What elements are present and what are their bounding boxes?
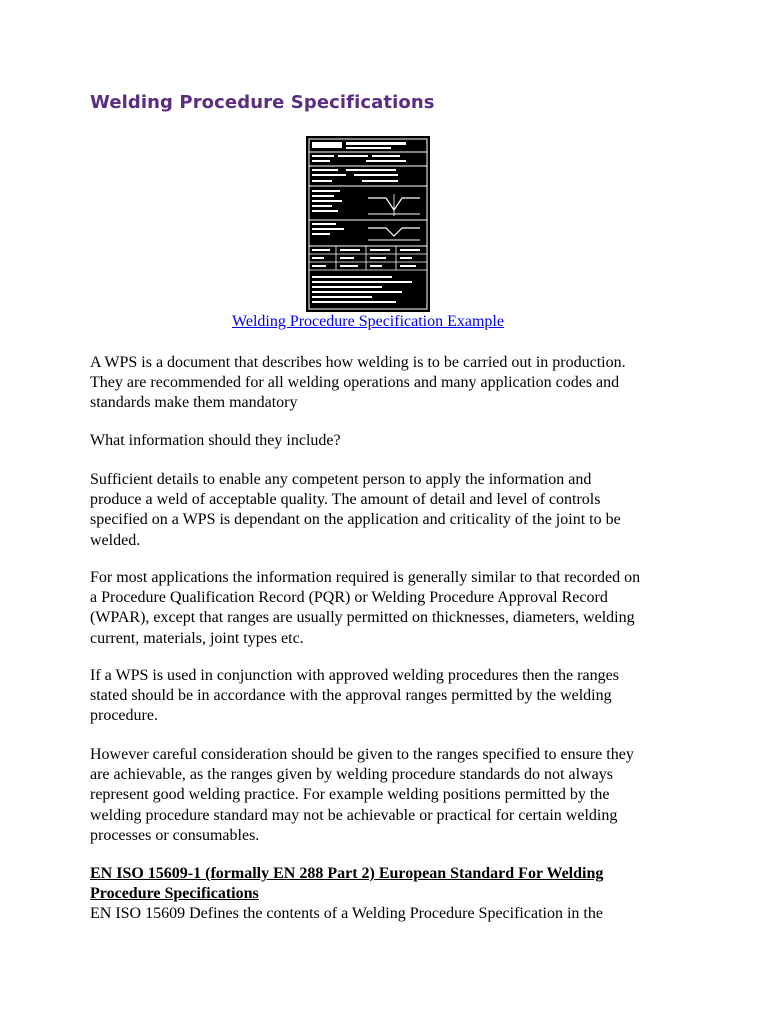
- figure-caption-link[interactable]: Welding Procedure Specification Example: [232, 313, 504, 330]
- paragraph: Sufficient details to enable any competent person to apply the information and produce a weld of acceptable quality. The amount of detail and level of controls specified on a WPS is dependant on the application and criticality of the joint to be welded.: [90, 471, 621, 549]
- paragraph: If a WPS is used in conjunction with approved welding procedures then the ranges stated should be in accordance with the approval ranges permitted by the welding procedure.: [90, 667, 619, 725]
- wps-document-thumbnail-icon: [306, 136, 430, 312]
- section-text: EN ISO 15609 Defines the contents of a Welding Procedure Specification in the: [90, 905, 603, 922]
- page-title: Welding Procedure Specifications: [90, 92, 435, 113]
- paragraph: A WPS is a document that describes how welding is to be carried out in production. They are recommended for all welding operations and many application codes and standards make them mandatory: [90, 354, 626, 412]
- paragraph: What information should they include?: [90, 432, 341, 449]
- paragraph: However careful consideration should be given to the ranges specified to ensure they are achievable, as the ranges given by welding procedure standards do not always represent good welding practice. For example welding positions permitted by the welding procedure standard may not be achievable or practical for certain welding processes or consumables.: [90, 746, 634, 844]
- paragraph: For most applications the information required is generally similar to that recorded on a Procedure Qualification Record (PQR) or Welding Procedure Approval Record (WPAR), except that ranges are usually permitted on thicknesses, diameters, welding current, materials, joint types etc.: [90, 569, 641, 647]
- section-heading: EN ISO 15609-1 (formally EN 288 Part 2) European Standard For Welding Procedure Specifications: [90, 865, 604, 903]
